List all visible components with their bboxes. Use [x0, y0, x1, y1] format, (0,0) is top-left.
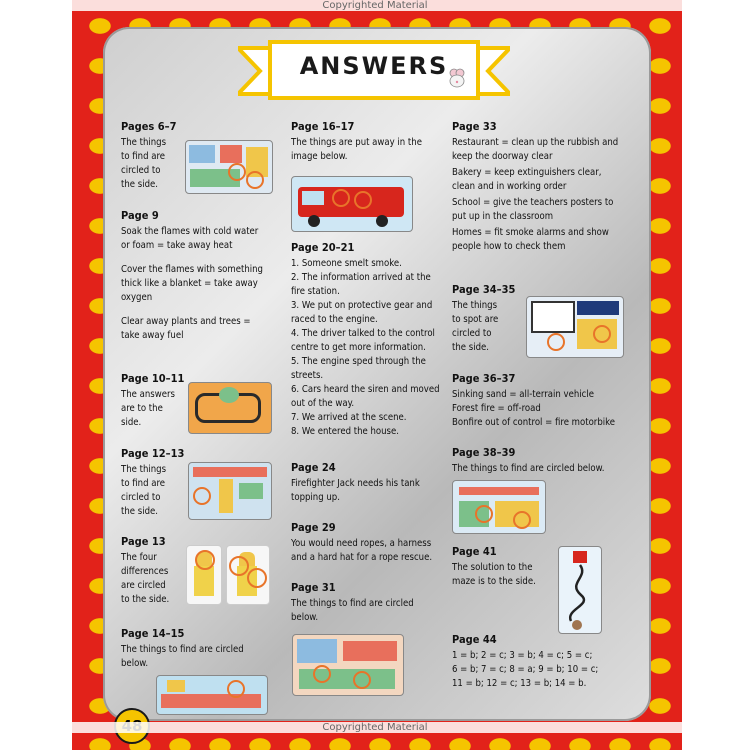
section-heading: Page 13: [121, 535, 166, 548]
section-page-44: [452, 633, 637, 691]
answer-thumbnail: [526, 296, 624, 358]
section-text: The things to spot are circled to the side.: [452, 300, 499, 353]
section-heading: Page 36–37: [452, 372, 516, 385]
section-page-38-39: [452, 446, 637, 476]
section-heading: Page 38–39: [452, 446, 516, 459]
section-text: The four differences are circled to the side.: [121, 552, 170, 605]
section-heading: Pages 6–7: [121, 120, 177, 133]
section-text: The things to find are circled below.: [291, 598, 414, 623]
section-text: The things to find are circled below.: [452, 463, 605, 474]
section-page-36-37: [452, 372, 637, 430]
page-title: ANSWERS: [299, 52, 449, 80]
title-banner: [238, 40, 510, 102]
section-heading: Page 14–15: [121, 627, 185, 640]
firefighter-figure-image: [186, 545, 222, 605]
firefighter-figure-image: [226, 545, 270, 605]
copyright-bottom: Copyrighted Material: [0, 722, 750, 733]
section-heading: Page 10–11: [121, 372, 185, 385]
answer-thumbnail: [188, 382, 272, 434]
section-text: Restaurant = clean up the rubbish and keep the doorway clear: [452, 137, 619, 162]
section-text: The things to find are circled to the side.: [121, 137, 167, 190]
section-page-29: [291, 521, 451, 565]
section-heading: Page 16–17: [291, 120, 355, 133]
answer-thumbnail: [292, 634, 404, 696]
section-text: Cover the flames with something thick like a blanket = take away oxygen: [121, 264, 263, 303]
maze-image: [558, 546, 602, 634]
section-heading: Page 24: [291, 461, 336, 474]
section-page-34-35: [452, 283, 532, 355]
section-text: Soak the flames with cold water or foam = take away heat: [121, 226, 259, 251]
section-text: The things to find are circled to the side.: [121, 464, 167, 517]
section-text: The things are put away in the image below.: [291, 137, 422, 162]
section-text: The answers are to the side.: [121, 389, 175, 428]
maze-path-icon: [559, 547, 601, 633]
section-page-14-15: [121, 627, 271, 671]
copyright-top: Copyrighted Material: [0, 0, 750, 11]
section-heading: Page 33: [452, 120, 497, 133]
fire-engine-image: [291, 176, 413, 232]
section-text: Clear away plants and trees = take away fuel: [121, 316, 251, 341]
section-heading: Page 31: [291, 581, 336, 594]
section-text: The things to find are circled below.: [121, 644, 244, 669]
section-heading: Page 9: [121, 209, 159, 222]
section-text: 1. Someone smelt smoke. 2. The information arrived at the fire station. 3. We put on protective gear and raced to the engine. 4. The driver talked to the control centre to get more information. 5. The engine sped through the streets. 6. Cars heard the siren and moved out of the way. 7. We arrived at the scene. 8. We entered the house.: [291, 258, 440, 437]
section-heading: Page 41: [452, 545, 497, 558]
section-text: The solution to the maze is to the side.: [452, 562, 536, 587]
mouse-icon: [445, 66, 469, 90]
section-page-16-17: [291, 120, 451, 164]
section-heading: Page 44: [452, 633, 497, 646]
section-text: School = give the teachers posters to put up in the classroom: [452, 197, 614, 222]
section-text: Bakery = keep extinguishers clear, clean and in working order: [452, 167, 602, 192]
answer-thumbnail: [188, 462, 272, 520]
section-text: Sinking sand = all-terrain vehicle Forest fire = off-road Bonfire out of control = fire motorbike: [452, 389, 615, 428]
section-heading: Page 29: [291, 521, 336, 534]
answer-thumbnail: [452, 480, 546, 534]
section-page-41: [452, 545, 552, 589]
answer-thumbnail: [185, 140, 273, 194]
section-page-31: [291, 581, 451, 625]
section-page-24: [291, 461, 451, 505]
section-text: Homes = fit smoke alarms and show people how to check them: [452, 227, 609, 252]
section-page-20-21: [291, 241, 451, 439]
section-heading: Page 34–35: [452, 283, 516, 296]
section-heading: Page 20–21: [291, 241, 355, 254]
section-page-33: [452, 120, 637, 254]
section-page-9: [121, 209, 281, 343]
answer-thumbnail: [156, 675, 268, 715]
section-heading: Page 12–13: [121, 447, 185, 460]
section-text: You would need ropes, a harness and a hard hat for a rope rescue.: [291, 538, 433, 563]
section-text: 1 = b; 2 = c; 3 = b; 4 = c; 5 = c; 6 = b; 7 = c; 8 = a; 9 = b; 10 = c; 11 = b; 12 = c; 13 = b; 14 = b.: [452, 650, 599, 689]
section-text: Firefighter Jack needs his tank topping up.: [291, 478, 420, 503]
